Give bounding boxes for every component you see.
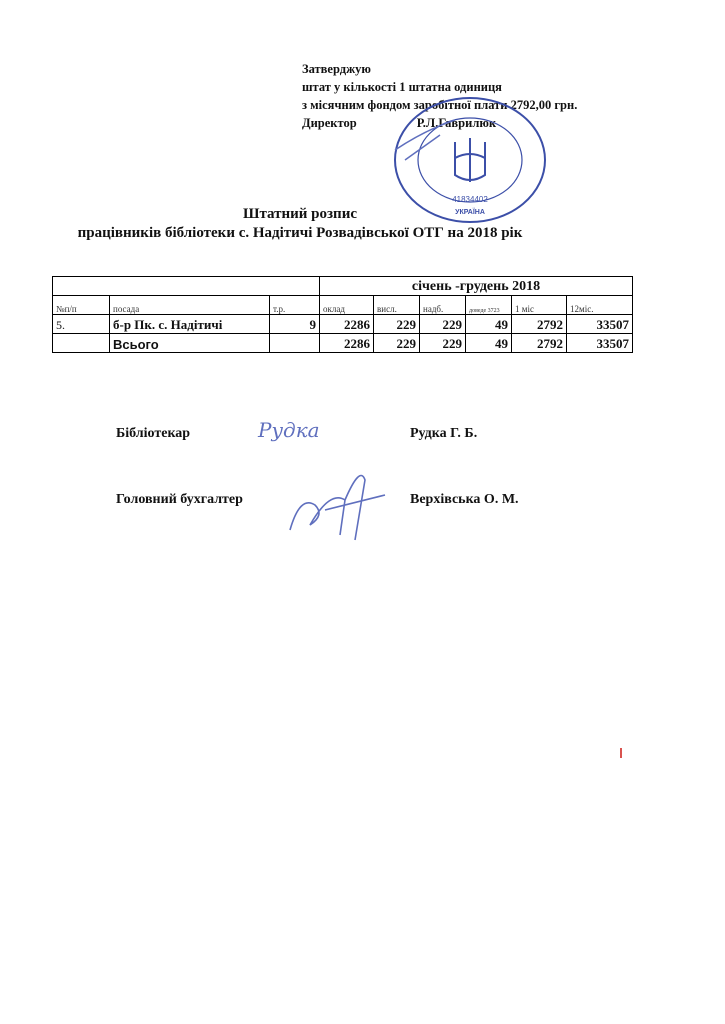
approval-line-3: з місячним фондом заробітної плати 2792,00 грн. bbox=[302, 98, 578, 112]
total-bonus: 229 bbox=[420, 334, 466, 353]
total-salary: 2286 bbox=[320, 334, 374, 353]
title-line-2: працівників бібліотеки с. Надітичі Розвадівської ОТГ на 2018 рік bbox=[77, 225, 523, 241]
cell-bonus: 229 bbox=[420, 315, 466, 334]
col-header: 1 міс bbox=[512, 296, 567, 315]
col-header: 12міс. bbox=[567, 296, 633, 315]
red-mark bbox=[620, 748, 622, 758]
col-header: посада bbox=[110, 296, 270, 315]
cell-tr: 9 bbox=[270, 315, 320, 334]
cell-salary: 2286 bbox=[320, 315, 374, 334]
director-label: Директор bbox=[302, 116, 357, 130]
librarian-signature: Рудка bbox=[258, 418, 320, 442]
total-row bbox=[53, 334, 633, 353]
cell-no: 5. bbox=[53, 315, 110, 334]
librarian-name: Рудка Г. Б. bbox=[410, 426, 478, 441]
col-header: висл. bbox=[374, 296, 420, 315]
stamp-code: 41834402 bbox=[452, 195, 488, 204]
accountant-signature bbox=[285, 460, 395, 545]
col-header: №п/п bbox=[53, 296, 110, 315]
total-topup: 49 bbox=[466, 334, 512, 353]
title-line-1: Штатний розпис bbox=[243, 206, 357, 222]
col-header: надб. bbox=[420, 296, 466, 315]
approval-line-1: Затверджую bbox=[302, 62, 371, 76]
cell-position: б-р Пк. с. Надітичі bbox=[110, 315, 270, 334]
col-header: т.р. bbox=[270, 296, 320, 315]
total-seniority: 229 bbox=[374, 334, 420, 353]
period-blank bbox=[53, 277, 320, 296]
director-signature bbox=[395, 120, 455, 160]
trident-icon bbox=[455, 138, 485, 182]
col-header: оклад bbox=[320, 296, 374, 315]
cell-topup: 49 bbox=[466, 315, 512, 334]
document-title bbox=[0, 205, 600, 243]
cell-month: 2792 bbox=[512, 315, 567, 334]
period-row bbox=[53, 277, 633, 296]
cell-seniority: 229 bbox=[374, 315, 420, 334]
period-label: січень -грудень 2018 bbox=[320, 277, 633, 296]
total-year: 33507 bbox=[567, 334, 633, 353]
header-row bbox=[53, 296, 633, 315]
librarian-role: Бібліотекар bbox=[116, 426, 191, 441]
total-label: Всього bbox=[110, 334, 270, 353]
approval-line-2: штат у кількості 1 штатна одиниця bbox=[302, 80, 502, 94]
accountant-name: Верхівська О. М. bbox=[410, 492, 519, 507]
col-header: доведе 3723 bbox=[466, 296, 512, 315]
stamp-country: УКРАЇНА bbox=[455, 209, 485, 216]
table-row bbox=[53, 315, 633, 334]
director-name: Р.Л.Гаврилюк bbox=[416, 116, 497, 130]
accountant-role: Головний бухгалтер bbox=[116, 492, 243, 507]
total-tr-blank bbox=[270, 334, 320, 353]
total-blank bbox=[53, 334, 110, 353]
total-month: 2792 bbox=[512, 334, 567, 353]
staff-table bbox=[52, 276, 633, 353]
cell-year: 33507 bbox=[567, 315, 633, 334]
